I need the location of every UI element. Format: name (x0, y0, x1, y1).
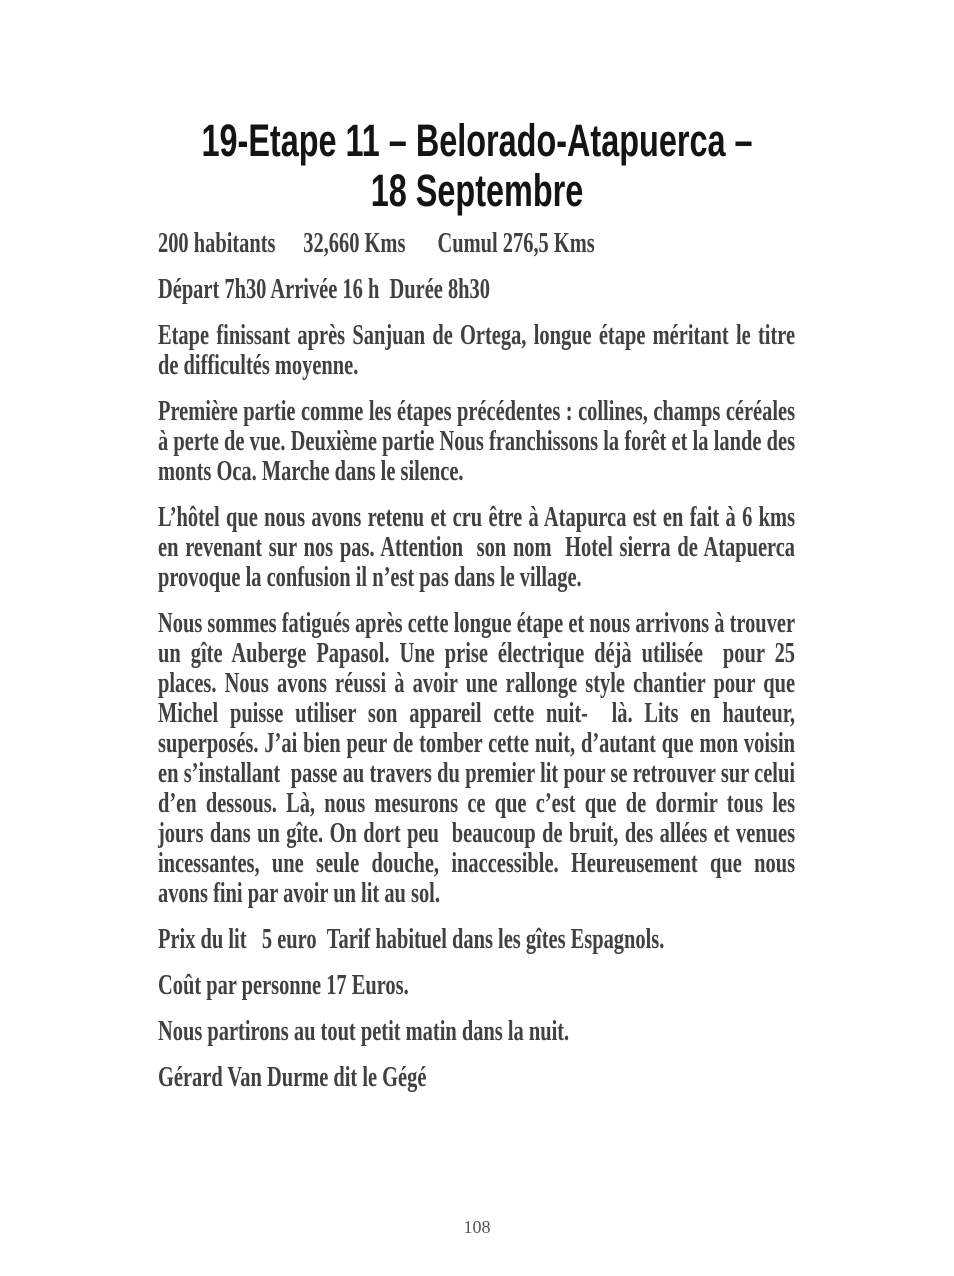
page-number: 108 (463, 1217, 491, 1237)
paragraph-hotel: L’hôtel que nous avons retenu et cru être à Atapurca est en fait à 6 kms en revenant sur nos pas. Attention son nom Hotel sierra de Atapuerca provoque la confusion il n’est pas dans le village. (158, 502, 796, 593)
paragraph-cout-personne: Coût par personne 17 Euros. (158, 970, 409, 1001)
paragraph-depart-matin: Nous partirons au tout petit matin dans la nuit. (158, 1016, 570, 1047)
schedule-line: Départ 7h30 Arrivée 16 h Durée 8h30 (158, 274, 490, 305)
paragraph-premiere-partie: Première partie comme les étapes précédentes : collines, champs céréales à perte de vue. Deuxième partie Nous franchissons la forêt et la lande des monts Oca. Marche dans le silence. (158, 396, 796, 487)
stat-inhabitants: 200 habitants (158, 228, 276, 259)
document-body (158, 229, 795, 1109)
title-line-1: 19-Etape 11 – Belorado-Atapuerca – (201, 115, 753, 166)
stats-line (158, 229, 795, 259)
title-line-2: 18 Septembre (370, 165, 584, 216)
stat-distance: 32,660 Kms (303, 228, 406, 259)
signature-line: Gérard Van Durme dit le Gégé (158, 1062, 427, 1093)
paragraph-prix-lit: Prix du lit 5 euro Tarif habituel dans les gîtes Espagnols. (158, 924, 665, 955)
paragraph-gite-auberge: Nous sommes fatigués après cette longue étape et nous arrivons à trouver un gîte Auberge Papasol. Une prise électrique déjà utilisée pour 25 places. Nous avons réussi à avoir une rallonge style chantier pour que Michel puisse utiliser son appareil cette nuit- là. Lits en hauteur, superposés. J’ai bien peur de tomber cette nuit, d’autant que mon voisin en s’installant passe au travers du premier lit pour se retrouver sur celui d’en dessous. Là, nous mesurons ce que c’est que de dormir tous les jours dans un gîte. On dort peu beaucoup de bruit, des allées et venues incessantes, une seule douche, inaccessible. Heureusement que nous avons fini par avoir un lit au sol. (158, 608, 796, 909)
paragraph-etape-finissant: Etape finissant après Sanjuan de Ortega, longue étape méritant le titre de difficultés moyenne. (158, 320, 796, 381)
page-title (134, 116, 821, 216)
stat-cumulative: Cumul 276,5 Kms (437, 228, 595, 259)
